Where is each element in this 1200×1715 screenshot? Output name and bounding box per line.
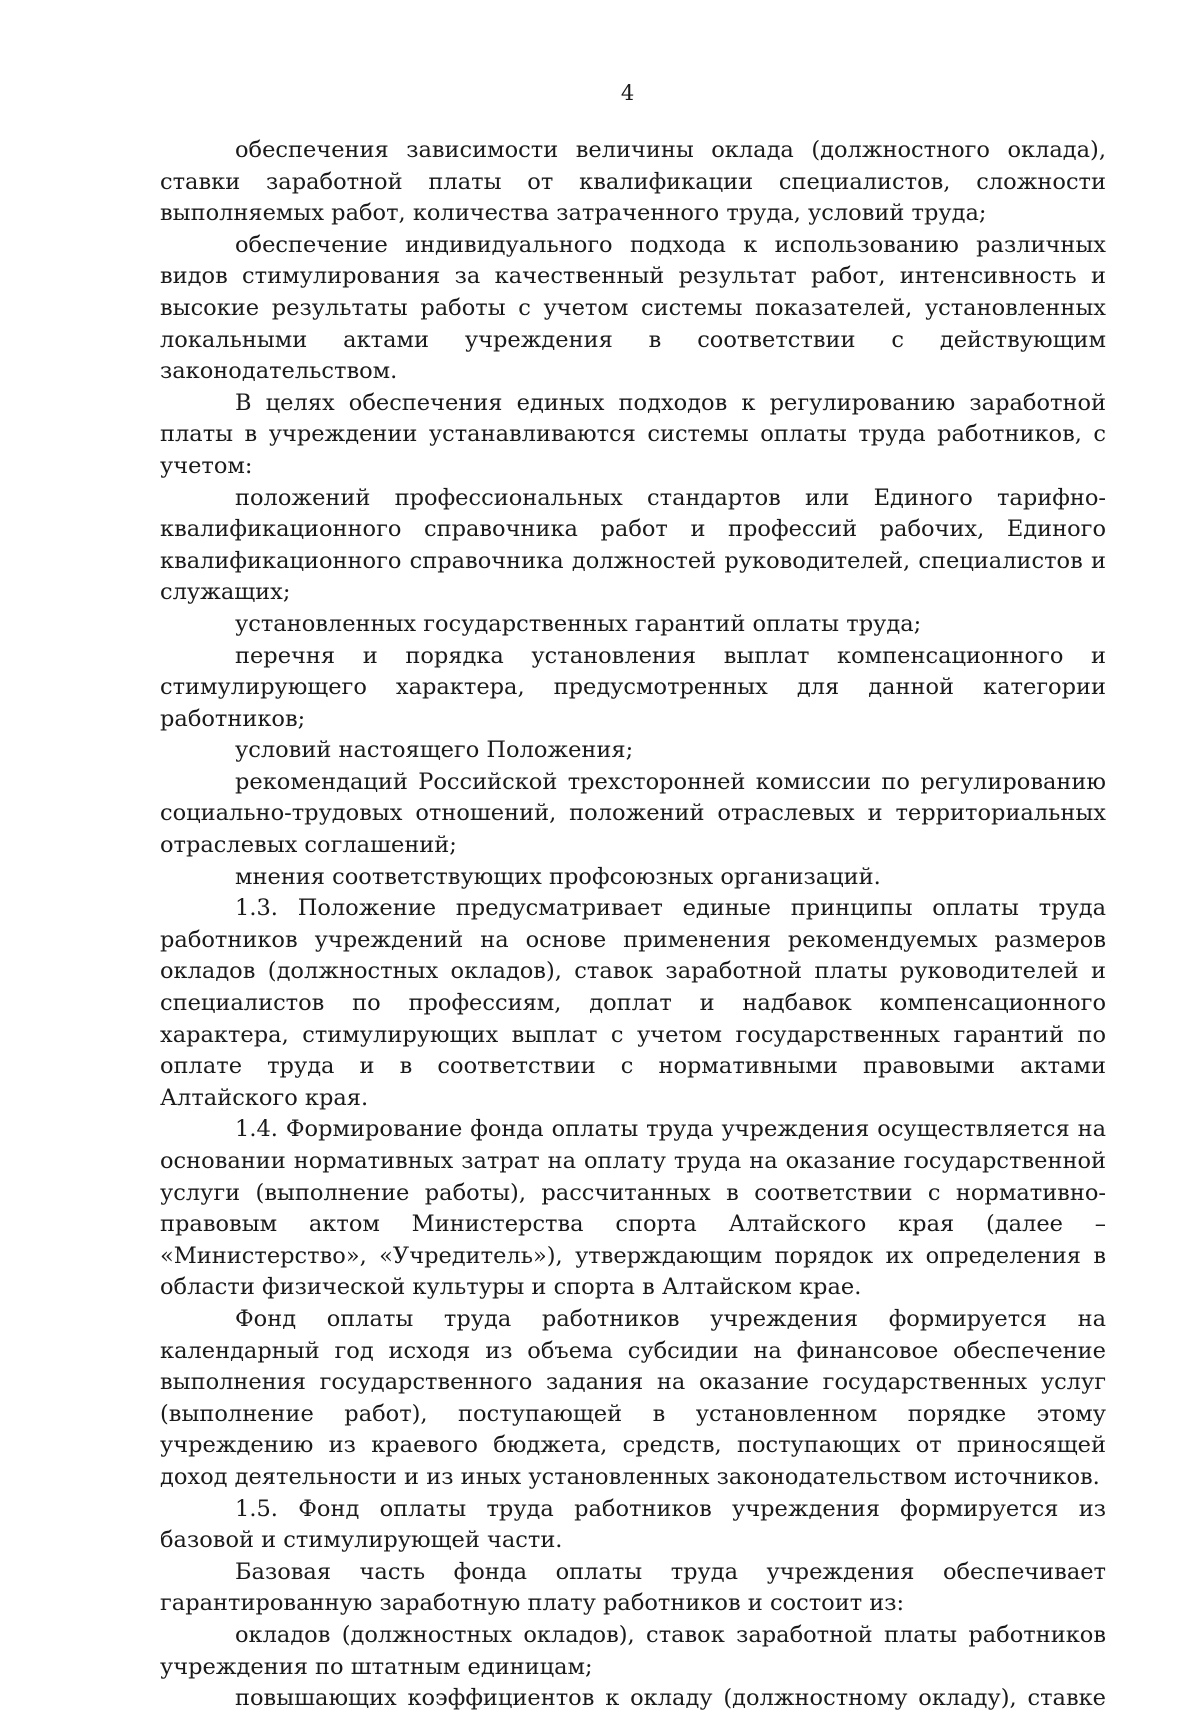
document-body	[160, 135, 1106, 1715]
paragraph: условий настоящего Положения;	[235, 737, 634, 764]
paragraph: 1.4. Формирование фонда оплаты труда учреждения осуществляется на основании нормативных затрат на оплату труда на оказание государственной услуги (выполнение работы), рассчитанных в соответствии с нормативно-правовым актом Министерства спорта Алтайского края (далее – «Министерство», «Учредитель»), утверждающим порядок их определения в области физической культуры и спорта в Алтайском крае.	[160, 1116, 1106, 1301]
paragraph: 1.3. Положение предусматривает единые принципы оплаты труда работников учреждений на основе применения рекомендуемых размеров окладов (должностных окладов), ставок заработной платы руководителей и специалистов по профессиям, доплат и надбавок компенсационного характера, стимулирующих выплат с учетом государственных гарантий по оплате труда и в соответствии с нормативными правовыми актами Алтайского края.	[160, 895, 1106, 1111]
paragraph: перечня и порядка установления выплат компенсационного и стимулирующего характера, предусмотренных для данной категории работников;	[160, 642, 1106, 732]
paragraph: положений профессиональных стандартов или Единого тарифно-квалификационного справочника работ и профессий рабочих, Единого квалификационного справочника должностей руководителей, специалистов и служащих;	[160, 484, 1106, 606]
paragraph: 1.5. Фонд оплаты труда работников учреждения формируется из базовой и стимулирующей части.	[160, 1495, 1106, 1554]
paragraph: обеспечение индивидуального подхода к использованию различных видов стимулирования за качественный результат работ, интенсивность и высокие результаты работы с учетом системы показателей, установленных локальными актами учреждения в соответствии с действующим законодательством.	[160, 231, 1106, 385]
paragraph: Фонд оплаты труда работников учреждения формируется на календарный год исходя из объема субсидии на финансовое обеспечение выполнения государственного задания на оказание государственных услуг (выполнение работ), поступающей в установленном порядке этому учреждению из краевого бюджета, средств, поступающих от приносящей доход деятельности и из иных установленных законодательством источников.	[160, 1305, 1106, 1490]
paragraph: установленных государственных гарантий оплаты труда;	[235, 610, 922, 637]
paragraph: окладов (должностных окладов), ставок заработной платы работников учреждения по штатным единицам;	[160, 1621, 1106, 1680]
paragraph: В целях обеспечения единых подходов к регулированию заработной платы в учреждении устанавливаются системы оплаты труда работников, с учетом:	[160, 389, 1106, 479]
paragraph: Базовая часть фонда оплаты труда учреждения обеспечивает гарантированную заработную плату работников и состоит из:	[160, 1558, 1106, 1617]
page-number: 4	[620, 81, 635, 105]
paragraph: рекомендаций Российской трехсторонней комиссии по регулированию социально-трудовых отношений, положений отраслевых и территориальных отраслевых соглашений;	[160, 768, 1106, 859]
paragraph: обеспечения зависимости величины оклада (должностного оклада), ставки заработной платы от квалификации специалистов, сложности выполняемых работ, количества затраченного труда, условий труда;	[160, 137, 1106, 227]
paragraph: повышающих коэффициентов к окладу (должностному окладу), ставке	[235, 1685, 1106, 1712]
paragraph: мнения соответствующих профсоюзных организаций.	[235, 863, 881, 890]
